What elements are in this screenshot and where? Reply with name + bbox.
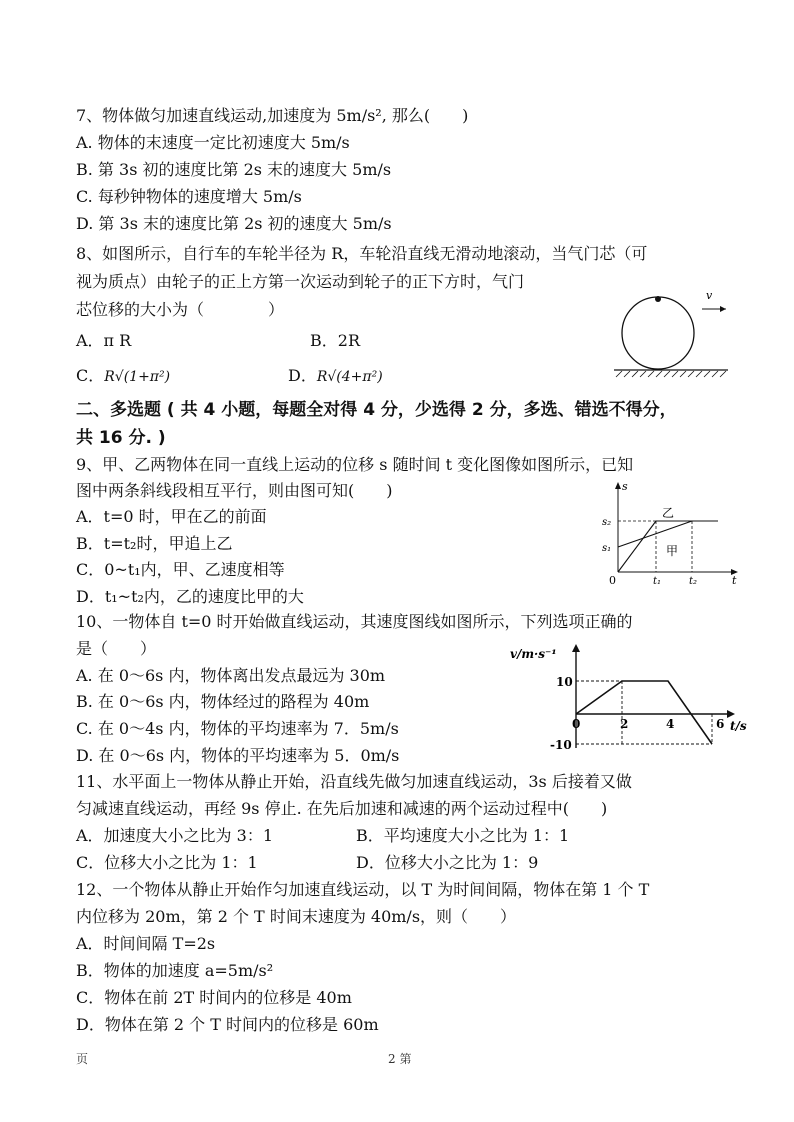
q12-option-b: B．物体的加速度 a=5m/s² xyxy=(76,961,274,980)
origin-label: 0 xyxy=(572,717,581,731)
q12-option-d: D．物体在第 2 个 T 时间内的位移是 60m xyxy=(76,1015,379,1034)
q11-option-d: D．位移大小之比为 1：9 xyxy=(356,853,539,872)
t2-label: t₂ xyxy=(689,576,698,587)
q9-option-a: A．t=0 时，甲在乙的前面 xyxy=(76,507,267,526)
q11-option-b: B．平均速度大小之比为 1：1 xyxy=(356,826,570,845)
q8-option-c-expr: R√(1+π²) xyxy=(104,369,171,385)
q8-option-c-label: C． xyxy=(76,366,105,385)
t-axis-arrowhead xyxy=(727,710,735,718)
q11-stem-line1: 11、水平面上一物体从静止开始，沿直线先做匀加速直线运动，3s 后接着又做 xyxy=(76,772,632,791)
q8-stem-line1: 8、如图所示，自行车的车轮半径为 R，车轮沿直线无滑动地滚动，当气门芯（可 xyxy=(76,244,648,263)
ground-hatch xyxy=(616,371,726,377)
q10-option-d: D. 在 0～6s 内，物体的平均速率为 5．0m/s xyxy=(76,746,400,765)
q12-option-a: A．时间间隔 T=2s xyxy=(76,934,216,953)
q10-stem-line2: 是（ ） xyxy=(76,639,157,658)
q8-option-b: B．2R xyxy=(310,331,360,350)
footer-page-number: 2 第 xyxy=(388,1052,412,1066)
q12-stem-line1: 12、一个物体从静止开始作匀加速直线运动，以 T 为时间间隔，物体在第 1 个 T xyxy=(76,880,650,899)
q10-option-a: A. 在 0～6s 内，物体离出发点最远为 30m xyxy=(76,666,386,685)
q9-option-c: C．0~t₁内，甲、乙速度相等 xyxy=(76,560,285,579)
q7-option-b: B. 第 3s 初的速度比第 2s 末的速度大 5m/s xyxy=(76,160,392,179)
q9-st-graph xyxy=(596,476,746,588)
q8-stem-line2: 视为质点）由轮子的正上方第一次运动到轮子的正下方时，气门 xyxy=(76,272,525,291)
q8-option-a: A．π R xyxy=(76,331,132,350)
jia-slope-line xyxy=(618,521,692,547)
q11-option-c: C．位移大小之比为 1：1 xyxy=(76,853,258,872)
yi-slope-line xyxy=(618,521,656,572)
q10-vt-graph xyxy=(506,640,756,755)
x-6-label: 6 xyxy=(716,717,725,731)
t-axis-label: t/s xyxy=(730,719,747,733)
s1-label: s₁ xyxy=(602,543,612,554)
origin-label: 0 xyxy=(609,574,616,587)
x-2-label: 2 xyxy=(620,717,629,731)
valve-core-dot xyxy=(655,296,661,302)
footer-left: 页 xyxy=(76,1052,89,1066)
q7-option-a: A. 物体的末速度一定比初速度大 5m/s xyxy=(76,133,350,152)
q7-option-d: D. 第 3s 末的速度比第 2s 初的速度大 5m/s xyxy=(76,214,392,233)
q9-option-b: B．t=t₂时，甲追上乙 xyxy=(76,534,233,553)
t-axis-label: t xyxy=(732,574,737,587)
q7-stem: 7、物体做匀加速直线运动,加速度为 5m/s², 那么( ) xyxy=(76,106,469,125)
q12-option-c: C．物体在前 2T 时间内的位移是 40m xyxy=(76,988,352,1007)
velocity-arrowhead xyxy=(720,306,726,312)
velocity-label: v xyxy=(706,289,713,302)
q8-wheel-figure xyxy=(610,285,740,385)
q9-option-d: D．t₁~t₂内，乙的速度比甲的大 xyxy=(76,587,304,606)
y-10-label: 10 xyxy=(556,675,573,689)
s2-label: s₂ xyxy=(602,517,612,528)
v-axis-label: v/m·s⁻¹ xyxy=(510,647,557,661)
q9-stem-line1: 9、甲、乙两物体在同一直线上运动的位移 s 随时间 t 变化图像如图所示，已知 xyxy=(76,455,634,474)
q11-stem-line2: 匀减速直线运动，再经 9s 停止. 在先后加速和减速的两个运动过程中( ) xyxy=(76,799,608,818)
wheel-circle xyxy=(622,297,694,369)
q8-option-d xyxy=(288,366,383,387)
section2-heading-line2: 共 16 分. ) xyxy=(76,428,166,448)
x-4-label: 4 xyxy=(666,717,675,731)
q8-option-d-label: D． xyxy=(288,366,317,385)
q8-option-d-expr: R√(4+π²) xyxy=(316,369,383,385)
q12-stem-line2: 内位移为 20m，第 2 个 T 时间末速度为 40m/s，则（ ） xyxy=(76,907,517,926)
q8-stem-line3: 芯位移的大小为（ ） xyxy=(76,300,285,319)
s-axis-arrowhead xyxy=(615,482,621,489)
section2-heading-line1: 二、多选题 ( 共 4 小题，每题全对得 4 分，少选得 2 分，多选、错选不得分， xyxy=(76,400,677,420)
q10-stem-line1: 10、一物体自 t=0 时开始做直线运动，其速度图线如图所示，下列选项正确的 xyxy=(76,612,633,631)
s-axis-label: s xyxy=(622,480,628,493)
q8-option-c xyxy=(76,366,170,387)
t1-label: t₁ xyxy=(653,576,662,587)
q9-stem-line2: 图中两条斜线段相互平行，则由图可知( ) xyxy=(76,481,393,500)
q11-option-a: A．加速度大小之比为 3：1 xyxy=(76,826,274,845)
q7-option-c: C. 每秒钟物体的速度增大 5m/s xyxy=(76,187,302,206)
jia-label: 甲 xyxy=(666,544,679,558)
v-axis-arrowhead xyxy=(572,644,580,652)
velocity-curve xyxy=(576,681,712,744)
q10-option-c: C. 在 0～4s 内，物体的平均速率为 7．5m/s xyxy=(76,719,399,738)
yi-label: 乙 xyxy=(662,506,675,520)
q10-option-b: B. 在 0～6s 内，物体经过的路程为 40m xyxy=(76,692,370,711)
y-neg10-label: -10 xyxy=(550,738,572,752)
